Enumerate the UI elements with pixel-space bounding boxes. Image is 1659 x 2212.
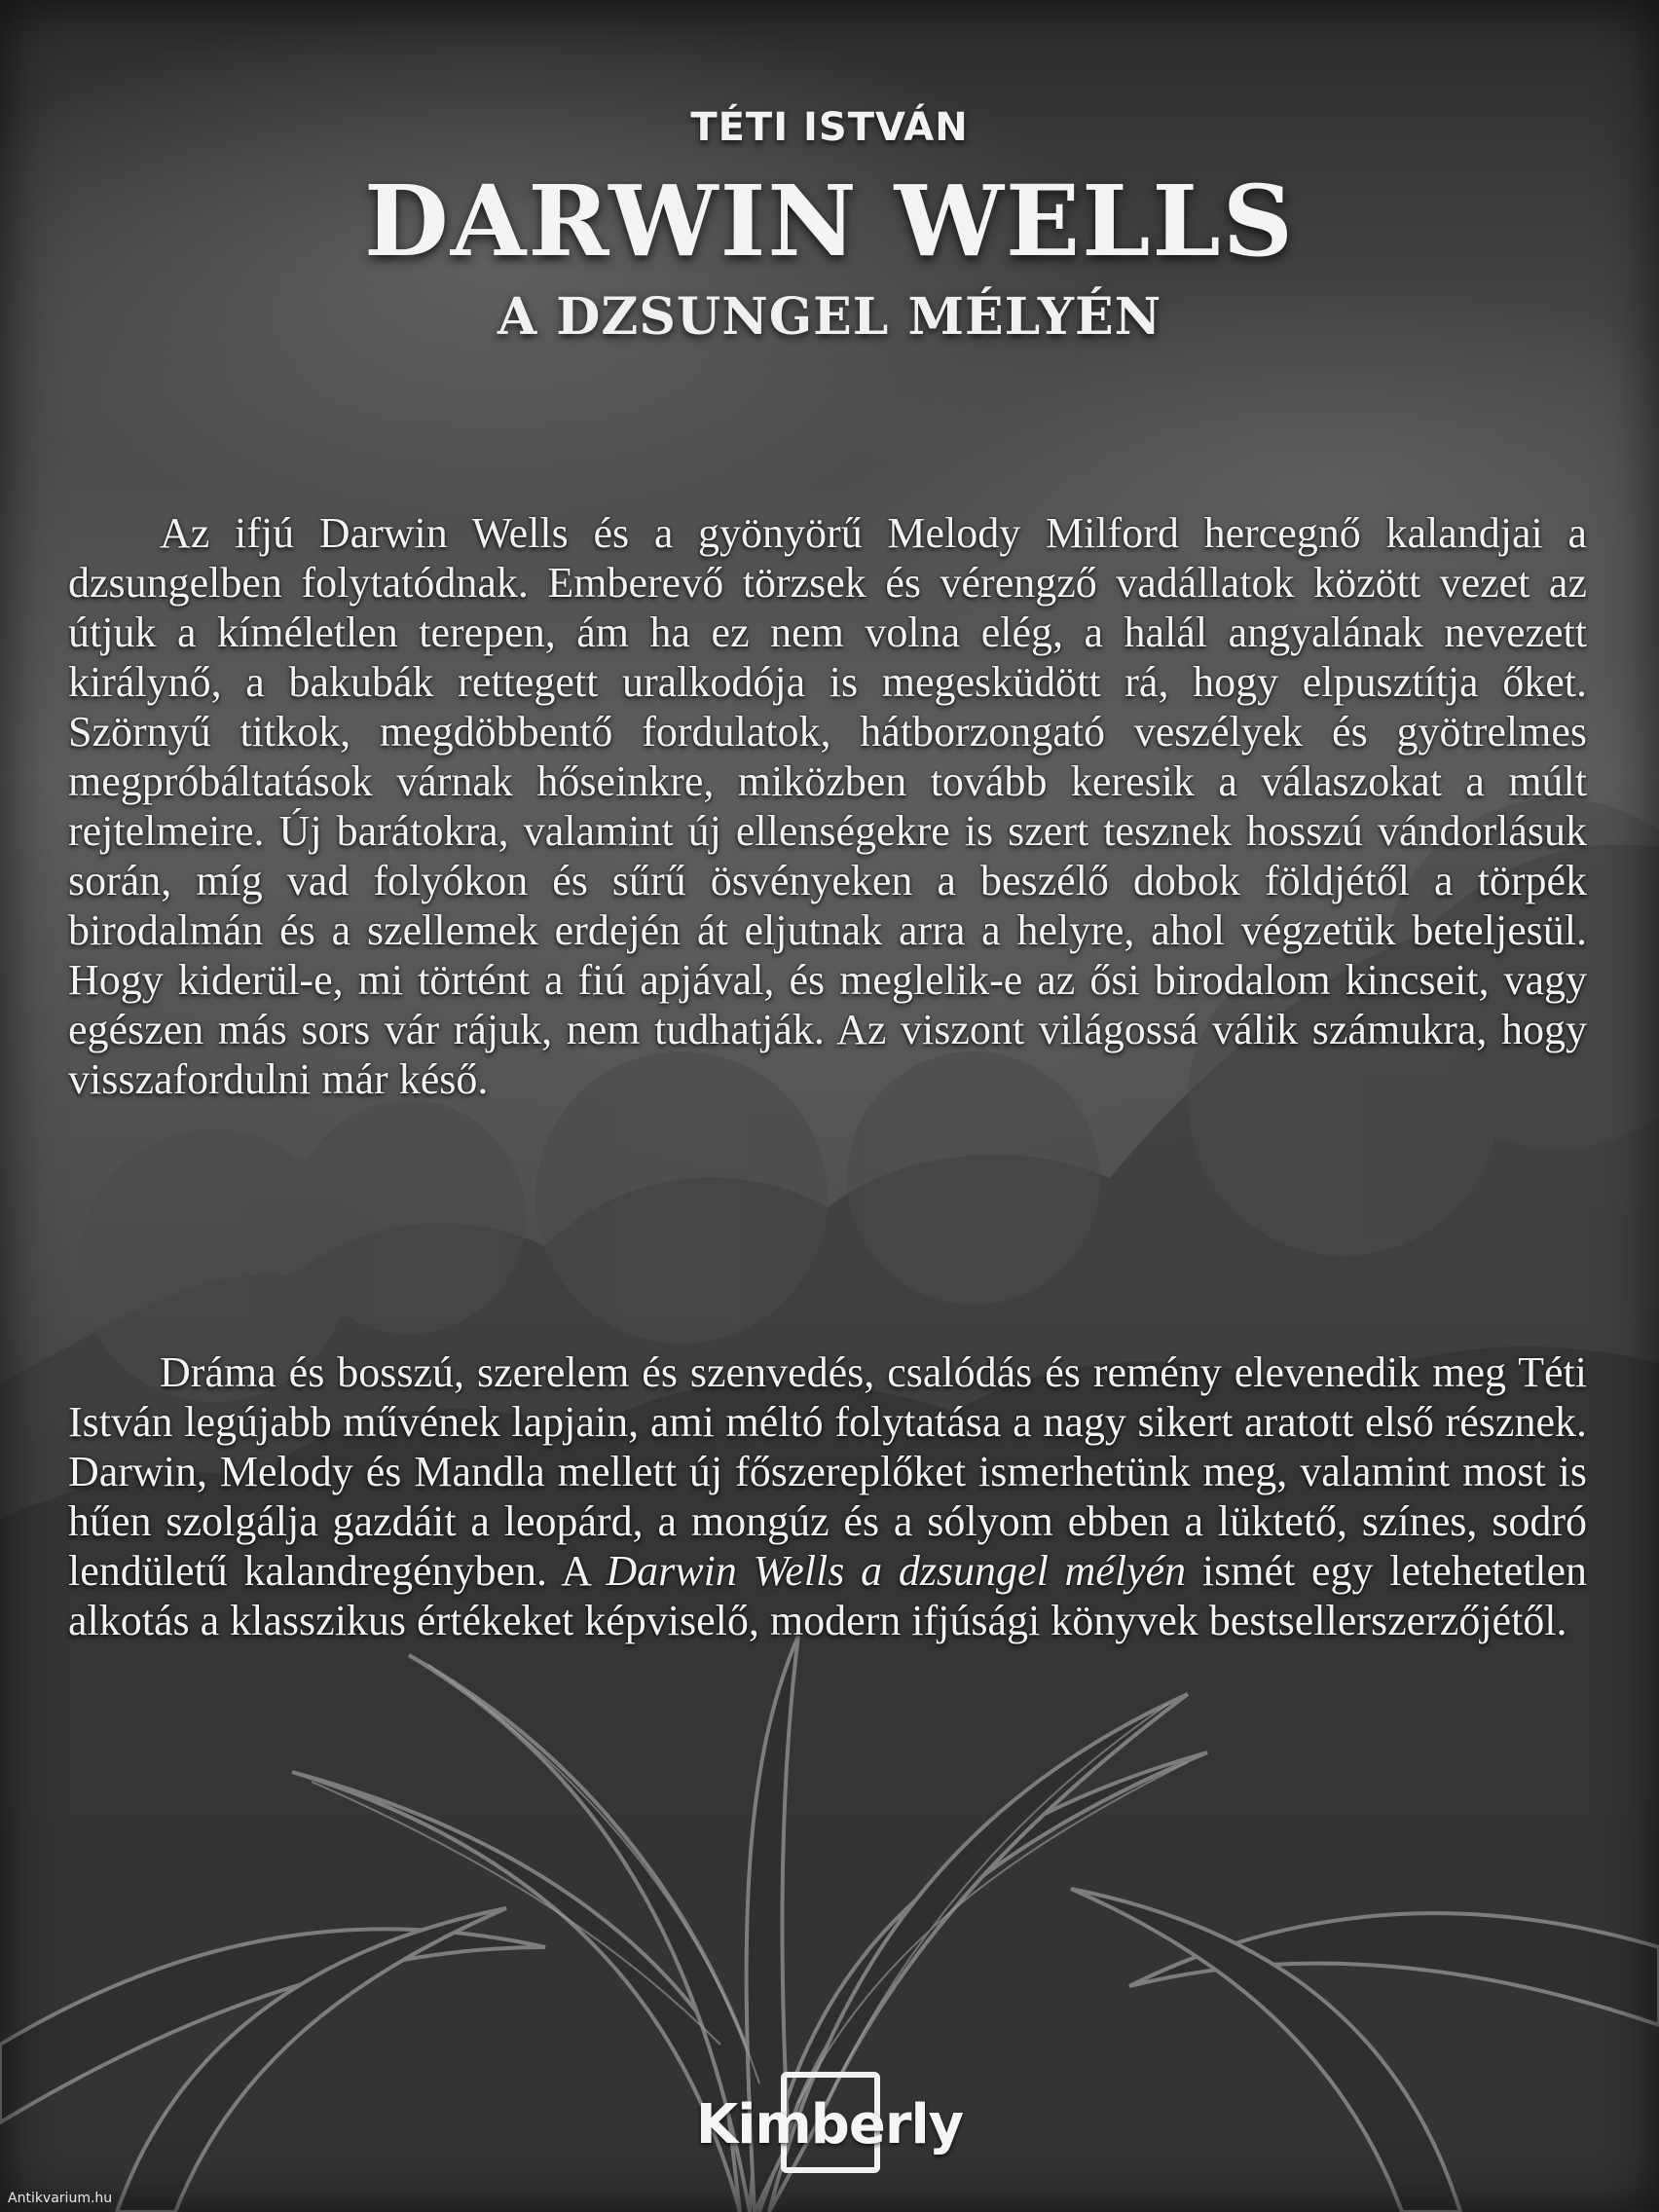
blurb-title-italic: Darwin Wells a dzsungel mélyén (606, 1547, 1187, 1595)
book-subtitle: A DZSUNGEL MÉLYÉN (497, 287, 1162, 347)
publisher-logo (688, 2064, 971, 2181)
book-title: DARWIN WELLS (364, 164, 1295, 278)
blurb-paragraph-2-end: ismét egy letehetetlen alkotás a klasszikus értékeket képviselő, modern ifjúsági könyvek bestsellerszerzőjétől. (68, 1547, 1588, 1644)
blurb-paragraph-2-start: Dráma és bosszú, szerelem és szenvedés, csalódás és remény elevenedik meg Téti István legújabb művének lapjain, ami méltó folytatása a nagy sikert aratott első résznek. Darwin, Melody és Mandla mellett új főszereplőket ismerhetünk meg, valamint most is hűen szolgálja gazdáit a leopárd, a mongúz és a sólyom ebben a lüktető, színes, sodró lendületű kalandregényben. A (68, 1348, 1587, 1595)
author-name: TÉTI ISTVÁN (690, 105, 969, 150)
publisher-logo-text: Kimberly (695, 2093, 964, 2157)
blurb-paragraph-1: Az ifjú Darwin Wells és a gyönyörű Melody Milford hercegnő kalandjai a dzsungelben folytatódnak. Emberevő törzsek és vérengző vadállatok között vezet az útjuk a kíméletlen terepen, ám ha ez nem volna elég, a halál angyalának nevezett királynő, a bakubák rettegett uralkodója is megesküdött rá, hogy elpusztítja őket. Szörnyű titkok, megdöbbentő fordulatok, hátborzongató veszélyek és gyötrelmes megpróbáltatások várnak hőseinkre, miközben tovább keresik a válaszokat a múlt rejtelmeire. Új barátokra, valamint új ellenségekre is szert tesznek hosszú vándorlásuk során, míg vad folyókon és sűrű ösvényeken a beszélő dobok földjétől a törpék birodalmán és a szellemek erdején át eljutnak arra a helyre, ahol végzetük beteljesül. Hogy kiderül-e, mi történt a fiú apjával, és meglelik-e az ősi birodalom kincseit, vagy egészen más sors vár rájuk, nem tudhatják. Az viszont világossá válik számukra, hogy visszafordulni már késő. (68, 509, 1587, 1103)
blurb-paragraph-2 (68, 1347, 1587, 1645)
watermark-text: Antikvarium.hu (8, 2191, 113, 2206)
